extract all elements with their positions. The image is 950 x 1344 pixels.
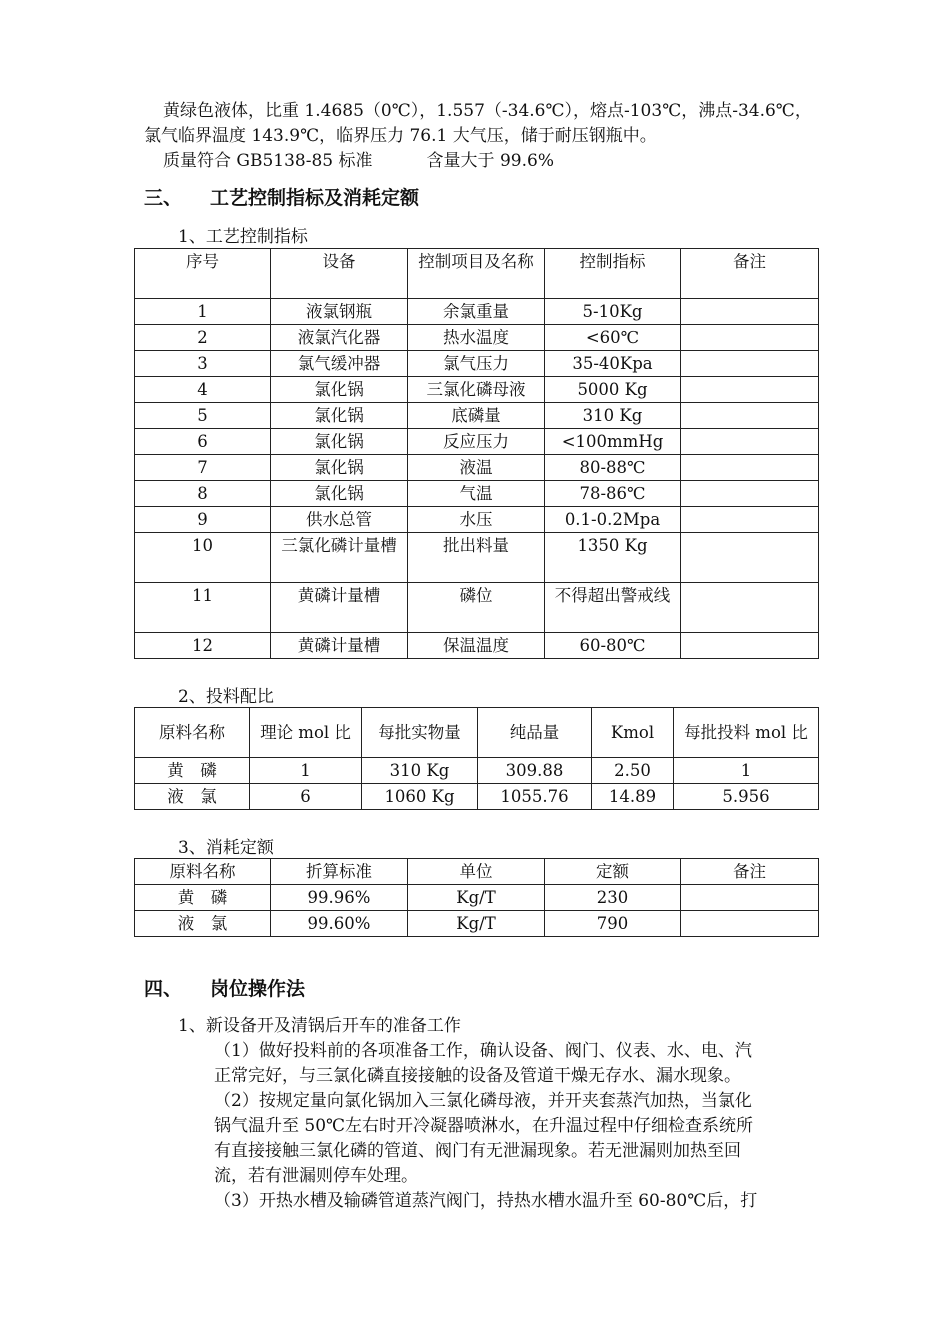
consumption-quota-table	[134, 858, 819, 937]
section-4-heading	[144, 974, 305, 1001]
table-cell: 液氯钢瓶	[271, 299, 408, 325]
procedure-line-4: 锅气温升至 50℃左右时开冷凝器喷淋水，在升温过程中仔细检查系统所	[214, 1116, 754, 1136]
section-3-heading	[144, 183, 419, 210]
table-cell: 99.96%	[271, 885, 408, 911]
table-cell	[681, 911, 819, 937]
table-cell: 3	[135, 351, 271, 377]
table-row	[135, 507, 819, 533]
subsection-feed-ratio: 2、投料配比	[178, 687, 274, 707]
table-cell: 1055.76	[478, 784, 592, 810]
header-cell: 设备	[271, 249, 408, 299]
table-cell: 1	[250, 758, 362, 784]
table-cell: 氯化锅	[271, 377, 408, 403]
table-cell	[681, 885, 819, 911]
intro-line-1: 黄绿色液体，比重 1.4685（0℃），1.557（-34.6℃），熔点-103℃，沸点-34.6℃，	[163, 101, 812, 121]
header-cell: 纯品量	[478, 708, 592, 758]
consumption-quota-body	[135, 859, 819, 937]
table-cell: 1	[674, 758, 819, 784]
table-cell: 6	[250, 784, 362, 810]
table-cell: 2.50	[592, 758, 674, 784]
table-cell	[681, 403, 819, 429]
table-cell: 三氯化磷母液	[408, 377, 545, 403]
section-3-title: 工艺控制指标及消耗定额	[210, 187, 420, 209]
table-header-row	[135, 249, 819, 299]
table-cell: 保温温度	[408, 633, 545, 659]
table-row	[135, 481, 819, 507]
table-cell: 6	[135, 429, 271, 455]
table-header-row	[135, 708, 819, 758]
table-cell: 1	[135, 299, 271, 325]
table-cell: 液 氯	[135, 784, 250, 810]
intro-line-2: 氯气临界温度 143.9℃，临界压力 76.1 大气压，储于耐压钢瓶中。	[144, 126, 657, 146]
subsection-consumption-quota: 3、消耗定额	[178, 838, 274, 858]
header-cell: 定额	[545, 859, 681, 885]
table-cell: 9	[135, 507, 271, 533]
table-cell: 水压	[408, 507, 545, 533]
subsection-startup-preparation: 1、新设备开及清锅后开车的准备工作	[178, 1016, 461, 1036]
table-cell: 14.89	[592, 784, 674, 810]
table-row	[135, 533, 819, 583]
header-cell: 理论 mol 比	[250, 708, 362, 758]
table-cell: 气温	[408, 481, 545, 507]
table-cell: 230	[545, 885, 681, 911]
table-cell: 2	[135, 325, 271, 351]
table-cell: 12	[135, 633, 271, 659]
procedure-line-1: （1）做好投料前的各项准备工作，确认设备、阀门、仪表、水、电、汽	[214, 1041, 752, 1061]
header-cell: 备注	[681, 859, 819, 885]
table-cell: 35-40Kpa	[545, 351, 681, 377]
procedure-line-6: 流，若有泄漏则停车处理。	[214, 1166, 418, 1186]
table-cell: 批出料量	[408, 533, 545, 583]
table-cell: 氯化锅	[271, 403, 408, 429]
table-cell	[681, 377, 819, 403]
table-row	[135, 885, 819, 911]
section-4-title: 岗位操作法	[210, 978, 306, 1000]
subsection-control-indices: 1、工艺控制指标	[178, 227, 308, 247]
header-cell: 折算标准	[271, 859, 408, 885]
table-cell: 氯化锅	[271, 481, 408, 507]
table-cell: 氯化锅	[271, 455, 408, 481]
table-cell	[681, 481, 819, 507]
table-cell: <60℃	[545, 325, 681, 351]
table-cell: 0.1-0.2Mpa	[545, 507, 681, 533]
control-indices-table	[134, 248, 819, 659]
table-cell: 液 氯	[135, 911, 271, 937]
table-cell: 5-10Kg	[545, 299, 681, 325]
intro-line-3: 质量符合 GB5138-85 标准 含量大于 99.6%	[163, 151, 554, 171]
table-cell	[681, 533, 819, 583]
table-row	[135, 325, 819, 351]
table-cell: 底磷量	[408, 403, 545, 429]
table-cell: 黄 磷	[135, 885, 271, 911]
header-cell: 序号	[135, 249, 271, 299]
table-row	[135, 633, 819, 659]
table-cell: 99.60%	[271, 911, 408, 937]
table-cell: 反应压力	[408, 429, 545, 455]
control-indices-body	[135, 249, 819, 659]
table-cell: 余氯重量	[408, 299, 545, 325]
table-cell: 7	[135, 455, 271, 481]
table-cell: 4	[135, 377, 271, 403]
table-cell	[681, 325, 819, 351]
header-cell: 每批实物量	[362, 708, 478, 758]
header-cell: 控制指标	[545, 249, 681, 299]
header-cell: Kmol	[592, 708, 674, 758]
header-cell: 每批投料 mol 比	[674, 708, 819, 758]
table-row	[135, 784, 819, 810]
table-row	[135, 583, 819, 633]
procedure-line-7: （3）开热水槽及输磷管道蒸汽阀门，持热水槽水温升至 60-80℃后，打	[214, 1191, 758, 1211]
table-cell: <100mmHg	[545, 429, 681, 455]
table-row	[135, 911, 819, 937]
table-cell: 310 Kg	[362, 758, 478, 784]
table-cell: 1350 Kg	[545, 533, 681, 583]
table-row	[135, 377, 819, 403]
table-row	[135, 351, 819, 377]
table-cell: 氯气缓冲器	[271, 351, 408, 377]
table-cell: 磷位	[408, 583, 545, 633]
table-row	[135, 403, 819, 429]
table-cell	[681, 351, 819, 377]
table-cell: 热水温度	[408, 325, 545, 351]
header-cell: 控制项目及名称	[408, 249, 545, 299]
table-cell: 不得超出警戒线	[545, 583, 681, 633]
table-cell: 黄磷计量槽	[271, 633, 408, 659]
table-cell: 790	[545, 911, 681, 937]
feed-ratio-body	[135, 708, 819, 810]
table-cell	[681, 507, 819, 533]
table-cell: 三氯化磷计量槽	[271, 533, 408, 583]
table-row	[135, 299, 819, 325]
table-cell: 78-86℃	[545, 481, 681, 507]
section-3-number: 三、	[144, 187, 183, 209]
table-cell: 氯气压力	[408, 351, 545, 377]
table-cell	[681, 633, 819, 659]
header-cell: 单位	[408, 859, 545, 885]
table-cell: 10	[135, 533, 271, 583]
table-cell: 309.88	[478, 758, 592, 784]
procedure-line-2: 正常完好，与三氯化磷直接接触的设备及管道干燥无存水、漏水现象。	[214, 1066, 741, 1086]
table-cell: 供水总管	[271, 507, 408, 533]
table-cell: 液温	[408, 455, 545, 481]
table-cell: 氯化锅	[271, 429, 408, 455]
header-cell: 备注	[681, 249, 819, 299]
table-cell: 310 Kg	[545, 403, 681, 429]
header-cell: 原料名称	[135, 708, 250, 758]
table-cell: 黄 磷	[135, 758, 250, 784]
table-cell	[681, 583, 819, 633]
table-cell: 8	[135, 481, 271, 507]
table-cell: 5000 Kg	[545, 377, 681, 403]
table-cell: 5.956	[674, 784, 819, 810]
procedure-line-3: （2）按规定量向氯化锅加入三氯化磷母液，并开夹套蒸汽加热，当氯化	[214, 1091, 752, 1111]
table-cell	[681, 455, 819, 481]
section-4-number: 四、	[144, 978, 183, 1000]
procedure-line-5: 有直接接触三氯化磷的管道、阀门有无泄漏现象。若无泄漏则加热至回	[214, 1141, 741, 1161]
table-row	[135, 429, 819, 455]
table-cell: Kg/T	[408, 885, 545, 911]
table-cell: Kg/T	[408, 911, 545, 937]
header-cell: 原料名称	[135, 859, 271, 885]
table-cell: 80-88℃	[545, 455, 681, 481]
table-cell: 5	[135, 403, 271, 429]
table-cell	[681, 299, 819, 325]
feed-ratio-table	[134, 707, 819, 810]
table-cell: 11	[135, 583, 271, 633]
table-row	[135, 455, 819, 481]
table-header-row	[135, 859, 819, 885]
table-cell: 60-80℃	[545, 633, 681, 659]
table-row	[135, 758, 819, 784]
table-cell: 黄磷计量槽	[271, 583, 408, 633]
table-cell: 1060 Kg	[362, 784, 478, 810]
table-cell: 液氯汽化器	[271, 325, 408, 351]
table-cell	[681, 429, 819, 455]
